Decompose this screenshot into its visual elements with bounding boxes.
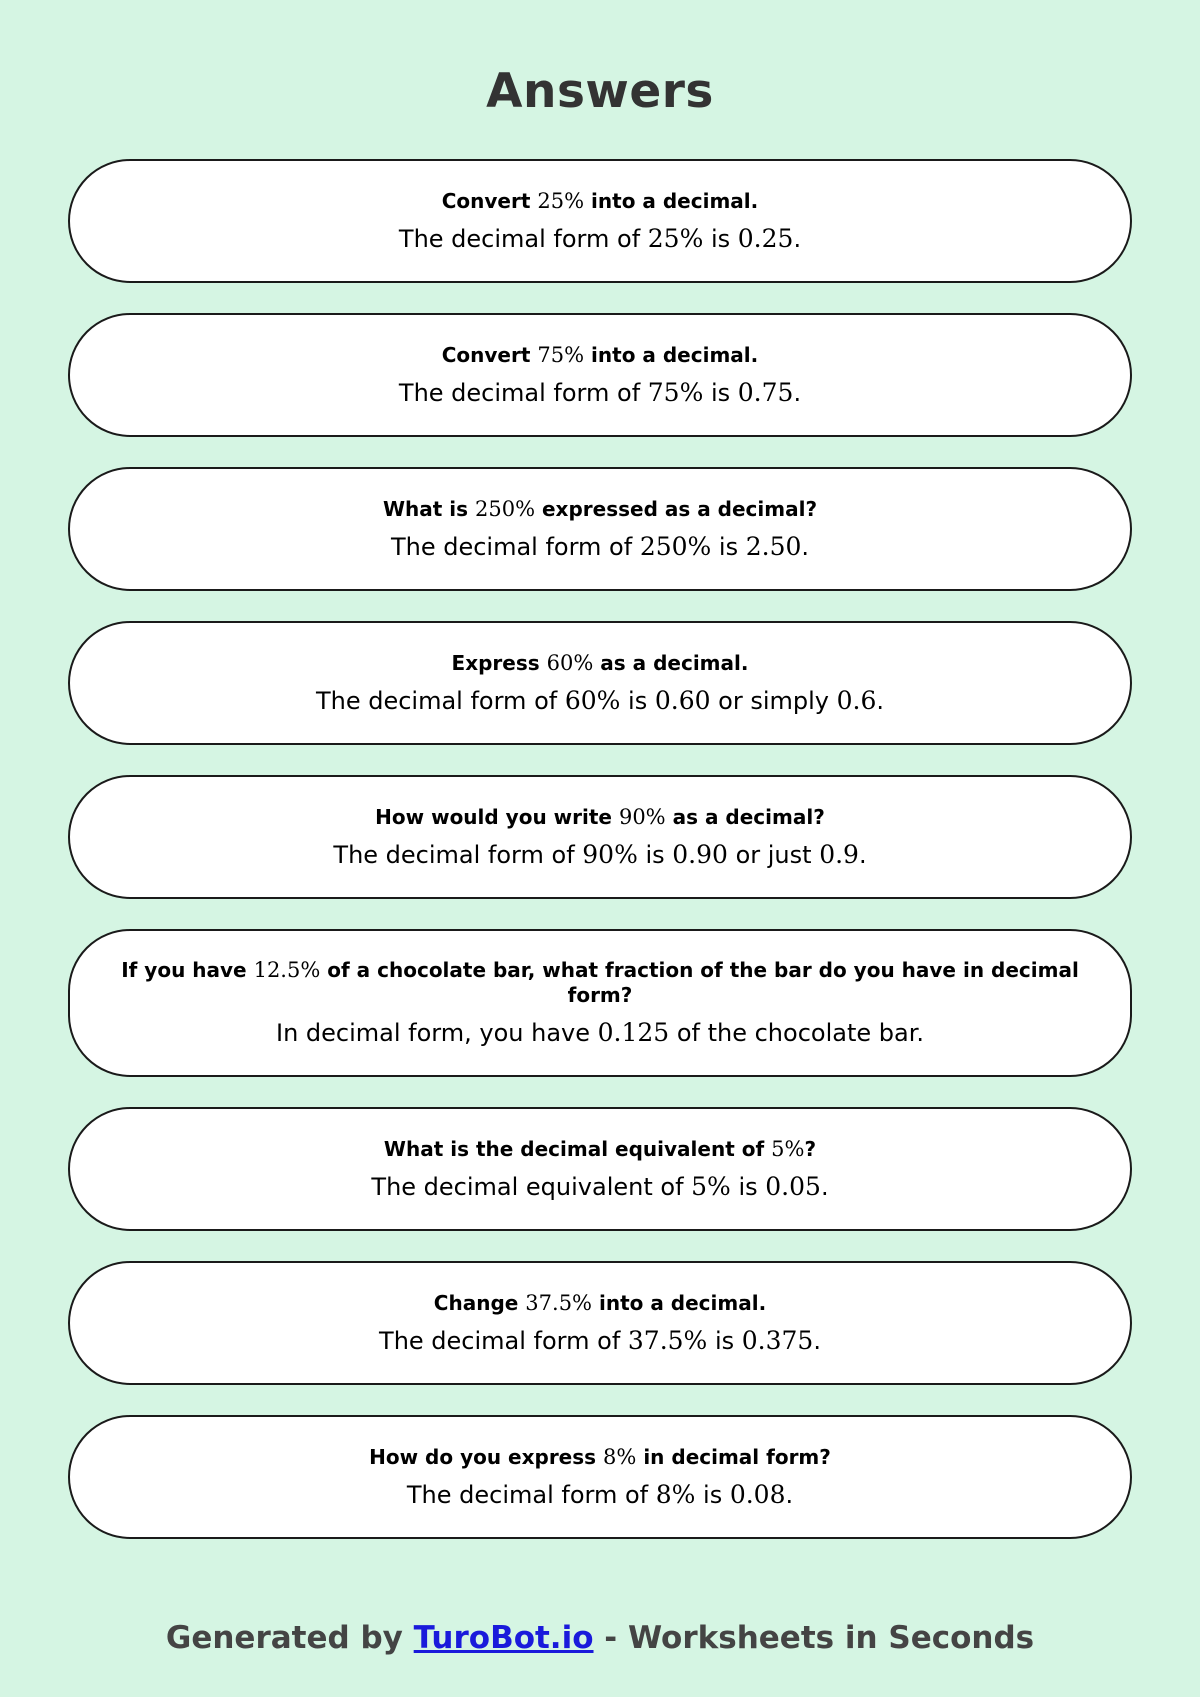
answer-card [68, 1261, 1132, 1385]
answer-text: The decimal form of 37.5% is 0.375. [379, 1325, 821, 1355]
answer-text: In decimal form, you have 0.125 of the chocolate bar. [276, 1018, 924, 1047]
question-text: What is the decimal equivalent of 5%? [383, 1136, 817, 1161]
question-text: If you have 12.5% of a chocolate bar, what fraction of the bar do you have in decimal form? [121, 958, 1079, 1007]
question-text: Express 60% as a decimal. [451, 650, 749, 675]
answer-card [68, 313, 1132, 437]
question-text: Change 37.5% into a decimal. [433, 1290, 767, 1315]
footer-suffix: - Worksheets in Seconds [593, 1620, 1035, 1656]
answer-card [68, 1107, 1132, 1231]
answer-text: The decimal equivalent of 5% is 0.05. [371, 1171, 829, 1201]
page-title: Answers [486, 64, 714, 119]
footer-prefix: Generated by [165, 1620, 414, 1656]
answer-text: The decimal form of 25% is 0.25. [398, 223, 802, 253]
question-text: How would you write 90% as a decimal? [375, 804, 825, 829]
answer-card [68, 775, 1132, 899]
answer-card [68, 467, 1132, 591]
answer-list [68, 159, 1132, 1569]
answer-card [68, 929, 1132, 1077]
answer-text: The decimal form of 8% is 0.08. [406, 1479, 794, 1509]
answer-text: The decimal form of 75% is 0.75. [398, 377, 802, 407]
answer-text: The decimal form of 60% is 0.60 or simply 0.6. [315, 685, 885, 715]
answer-text: The decimal form of 250% is 2.50. [390, 531, 810, 561]
answer-text: The decimal form of 90% is 0.90 or just 0.9. [333, 839, 867, 869]
footer [0, 1618, 1200, 1658]
question-text: How do you express 8% in decimal form? [369, 1444, 831, 1469]
answer-card [68, 621, 1132, 745]
turobot-link[interactable]: TuroBot.io [413, 1620, 594, 1656]
answer-card [68, 159, 1132, 283]
question-text: Convert 75% into a decimal. [441, 342, 759, 367]
question-text: What is 250% expressed as a decimal? [382, 496, 818, 521]
question-text: Convert 25% into a decimal. [441, 188, 759, 213]
answer-card [68, 1415, 1132, 1539]
